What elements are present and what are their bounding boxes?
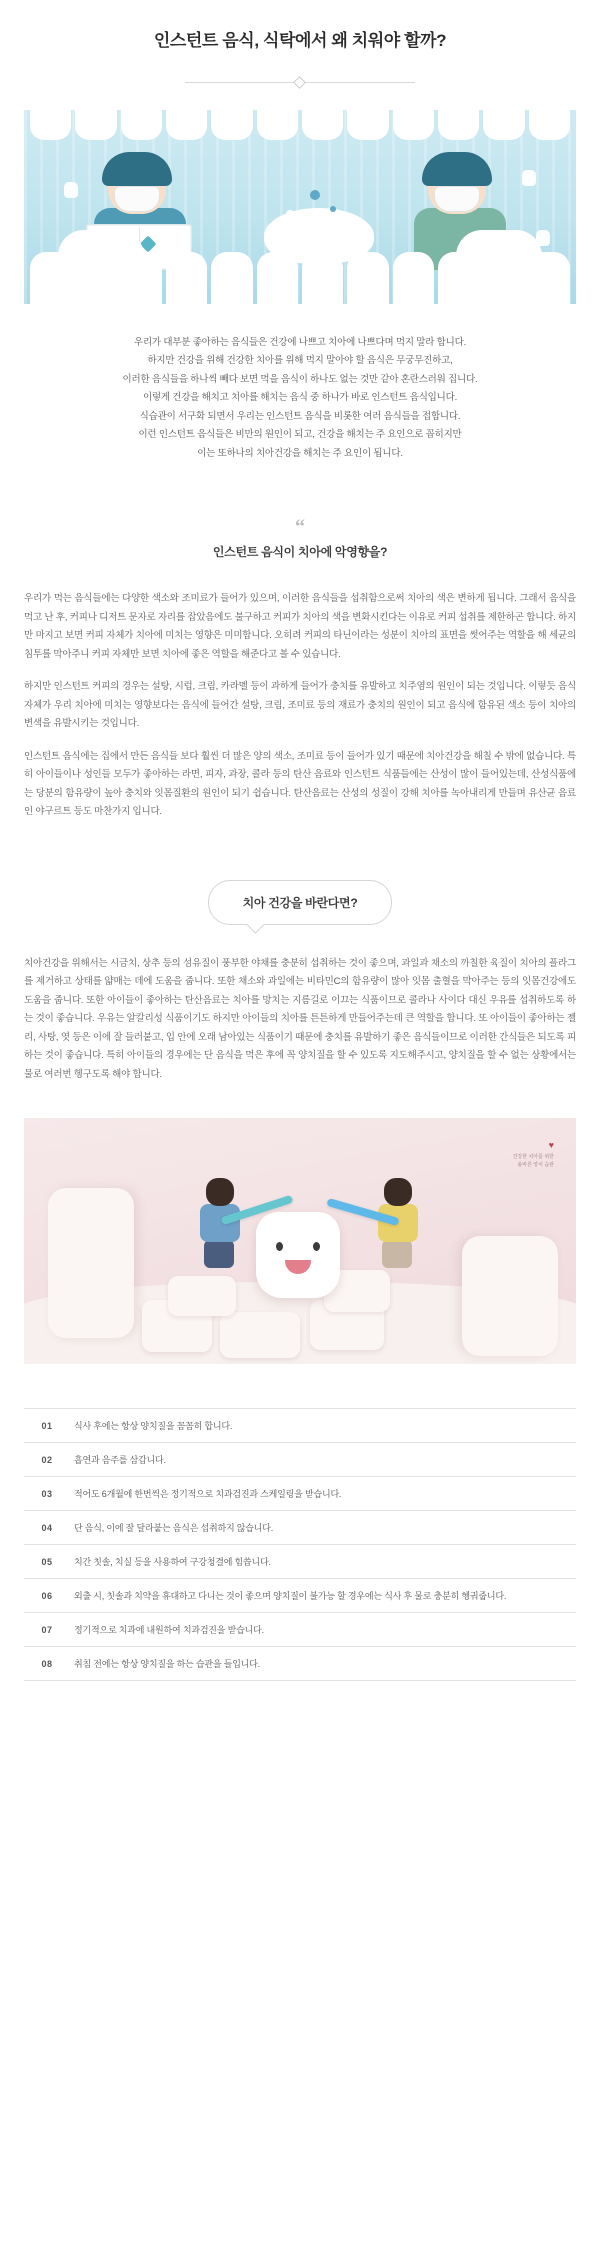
table-row xyxy=(24,1647,576,1681)
person-hair xyxy=(422,152,492,186)
tip-number: 04 xyxy=(41,1522,53,1533)
ornamental-divider xyxy=(185,76,415,88)
section-heading-dental-health: 치아 건강을 바란다면? xyxy=(208,880,393,925)
face-mask-icon xyxy=(114,186,160,212)
tip-number: 07 xyxy=(41,1624,53,1635)
quote-heading-block xyxy=(0,517,600,560)
teeth-row-top xyxy=(24,110,576,148)
intro-paragraph xyxy=(0,334,600,464)
tip-number: 06 xyxy=(41,1590,53,1601)
table-row xyxy=(24,1613,576,1647)
intro-line: 식습관이 서구화 되면서 우리는 인스턴트 음식을 비롯한 여러 음식들을 접합니다. xyxy=(139,410,461,422)
mascot-mouth xyxy=(285,1260,311,1274)
tip-text: 식사 후에는 항상 양치질을 꼼꼼히 합니다. xyxy=(74,1420,233,1431)
photo-caption-line: 올바른 양치 습관 xyxy=(517,1161,554,1168)
marshmallow-front-2 xyxy=(220,1312,300,1358)
tip-text: 정기적으로 치과에 내원하여 치과검진을 받습니다. xyxy=(74,1624,264,1635)
hero-illustration xyxy=(24,110,576,304)
heart-icon: ♥ xyxy=(548,1140,554,1151)
child-legs xyxy=(204,1240,234,1268)
mascot-eye-left xyxy=(276,1242,283,1251)
section-heading-instant-food: 인스턴트 음식이 치아에 악영향을? xyxy=(212,545,388,560)
child-head xyxy=(206,1178,234,1206)
tip-text: 외출 시, 칫솔과 치약을 휴대하고 다니는 것이 좋으며 양치질이 불가능 할 경우에는 식사 후 물로 충분히 헹궈줍니다. xyxy=(74,1590,507,1601)
tip-number: 08 xyxy=(41,1658,53,1669)
body-paragraph: 인스턴트 음식에는 집에서 만든 음식들 보다 훨씬 더 많은 양의 색소, 조미료 등이 들어가 있기 때문에 치아건강을 해칠 수 밖에 없습니다. 특히 아이들이나 성인들 모두가 좋아하는 라면, 피자, 과장, 콜라 등의 탄산 음료와 인스턴트 식품들에는 산성이 많이 들어있는데, 산성식품에는 당분의 함유량이 높아 충치와 잇몸질환의 원인이 되기 쉽습니다. 탄산음료는 산성의 성질이 강해 치아를 녹아내리게 만들며 유산균 음료인 야구르트 등도 마찬가지 입니다. xyxy=(24,750,576,818)
intro-line: 우리가 대부분 좋아하는 음식들은 건강에 나쁘고 치아에 나쁘다며 먹지 말라 합니다. xyxy=(133,336,467,348)
child-head xyxy=(384,1178,412,1206)
intro-line: 하지만 건강을 위해 건강한 치아를 위해 먹지 말아야 할 음식은 무궁무진하고, xyxy=(147,355,453,367)
tip-number: 05 xyxy=(41,1556,53,1567)
intro-line: 이러한 음식들을 하나씩 빼다 보면 먹을 음식이 하나도 없는 것만 같아 혼란스러워 집니다. xyxy=(122,373,478,385)
tip-text: 치간 칫솔, 치실 등을 사용하여 구강청결에 힘씁니다. xyxy=(74,1556,271,1567)
intro-line: 이는 또하나의 치아건강을 해치는 주 요인이 됩니다. xyxy=(197,447,403,459)
section-quote-body xyxy=(0,590,600,822)
intro-line: 이런 인스턴트 음식들은 비만의 원인이 되고, 건강을 해치는 주 요인으로 꼽히지만 xyxy=(138,429,462,441)
tooth-icon-small-right xyxy=(522,170,536,186)
divider-diamond-icon xyxy=(293,76,306,89)
tip-text: 적어도 6개월에 한번씩은 정기적으로 치과검진과 스케일링을 받습니다. xyxy=(74,1488,342,1499)
tip-number: 03 xyxy=(41,1488,53,1499)
page-title: 인스턴트 음식, 식탁에서 왜 치워야 할까? xyxy=(153,31,447,50)
photo-marshmallow-scene xyxy=(24,1118,576,1364)
body-paragraph: 우리가 먹는 음식들에는 다양한 색소와 조미료가 들어가 있으며, 이러한 음식들을 섭취함으로써 치아의 색은 변하게 됩니다. 그래서 음식을 먹고 난 후, 커피나 디저트 문자로 자리를 잡았음에도 불구하고 커피가 치아의 색을 변화시킨다는 이유로 커피 섭취를 제한하곤 합니다. 하지만 마지고 보면 커피 자체가 치아에 미치는 영향은 미미합니다. 오히려 커피의 타닌이라는 성분이 치아의 표면을 썻어주는 역할을 해 세균의 침투를 막아주니 커피 자체만 보면 치아에 좋은 역할을 해준다고 볼 수 있습니다. xyxy=(24,593,576,660)
mascot-eye-right xyxy=(313,1242,320,1251)
table-row xyxy=(24,1409,576,1443)
table-row xyxy=(24,1511,576,1545)
table-row xyxy=(24,1545,576,1579)
tooth-icon-small-left xyxy=(64,182,78,198)
body-paragraph: 치아건강을 위해서는 시금치, 상추 등의 섬유질이 풍부한 야채를 충분히 섭취하는 것이 좋으며, 과일과 채소의 까칠한 육질이 치아의 플라그를 제거하고 상태를 얇매는 데에 도움을 줍니다. 또한 채소와 과일에는 비타민C의 함유량이 많아 잇몸 출혈을 막아주는 등의 잇몸건강에도 도움을 줍니다. 또한 아이들이 좋아하는 탄산음료는 치아를 망치는 지름길로 이끄는 식품이므로 콜라나 사이다 대신 우유를 섭취하도록 하는 것이 좋습니다. 우유는 알칼리성 식품이기도 하지만 아이들의 치아를 튼튼하게 만들어주는데 큰 역할을 합니다. 또 아이들이 좋아하는 젤리, 사탕, 엿 등은 이에 잘 들러붙고, 입 안에 오래 남아있는 식품이기 때문에 충치를 유발하기 좋은 음식들이므로 이러한 간식들은 되도록 피하는 것이 좋습니다. 특히 아이들의 경우에는 단 음식을 먹은 후에 꼭 양치질을 할 수 있도록 지도해주시고, 양치질을 할 수 없는 상황에서는 물로 여러번 헹구도록 해야 합니다. xyxy=(24,957,576,1080)
tips-table xyxy=(24,1408,576,1681)
tip-text: 취침 전에는 항상 양치질을 하는 습관을 들입니다. xyxy=(74,1658,260,1669)
marshmallow-right xyxy=(462,1236,558,1356)
quote-mark-icon: “ xyxy=(295,516,305,539)
photo-caption xyxy=(513,1138,554,1168)
intro-line: 이렇게 건강을 해치고 치아를 해치는 음식 중 하나가 바로 인스턴트 음식입니다. xyxy=(142,392,458,404)
child-figure-left xyxy=(194,1178,246,1268)
marshmallow-left xyxy=(48,1188,134,1338)
child-legs xyxy=(382,1240,412,1268)
tooth-mascot xyxy=(256,1212,340,1298)
section-bubble-body xyxy=(0,955,600,1085)
bubble-icon xyxy=(286,210,294,218)
photo-caption-line: 건강한 치아를 위한 xyxy=(512,1153,554,1160)
table-row xyxy=(24,1579,576,1613)
tip-text: 흡연과 음주를 삼갑니다. xyxy=(74,1454,166,1465)
water-drop-icon-2 xyxy=(330,206,336,212)
table-row xyxy=(24,1443,576,1477)
table-row xyxy=(24,1477,576,1511)
person-hair xyxy=(102,152,172,186)
water-drop-icon xyxy=(310,190,320,200)
marshmallow-mid-1 xyxy=(168,1276,236,1316)
tip-number: 01 xyxy=(41,1420,53,1431)
tip-number: 02 xyxy=(41,1454,53,1465)
teeth-row-bottom xyxy=(24,252,576,304)
title-block xyxy=(0,0,600,88)
bubble-heading-block xyxy=(0,880,600,925)
body-paragraph: 하지만 인스턴트 커피의 경우는 설탕, 시럽, 크림, 카라멜 등이 과하게 들어가 충치를 유발하고 치주염의 원인이 되는 것입니다. 이렇듯 음식 자체가 우리 치아에 미치는 영향보다는 음식에 들어간 설탕, 크림, 조미료 등의 재료가 충치의 원인이 되고 음식에 함유된 색소 등이 치아의 변색을 유발시키는 것입니다. xyxy=(24,681,576,730)
tip-text: 단 음식, 이에 잘 달라붙는 음식은 섭취하지 않습니다. xyxy=(74,1522,274,1533)
face-mask-icon xyxy=(434,186,480,212)
child-body xyxy=(200,1204,240,1242)
